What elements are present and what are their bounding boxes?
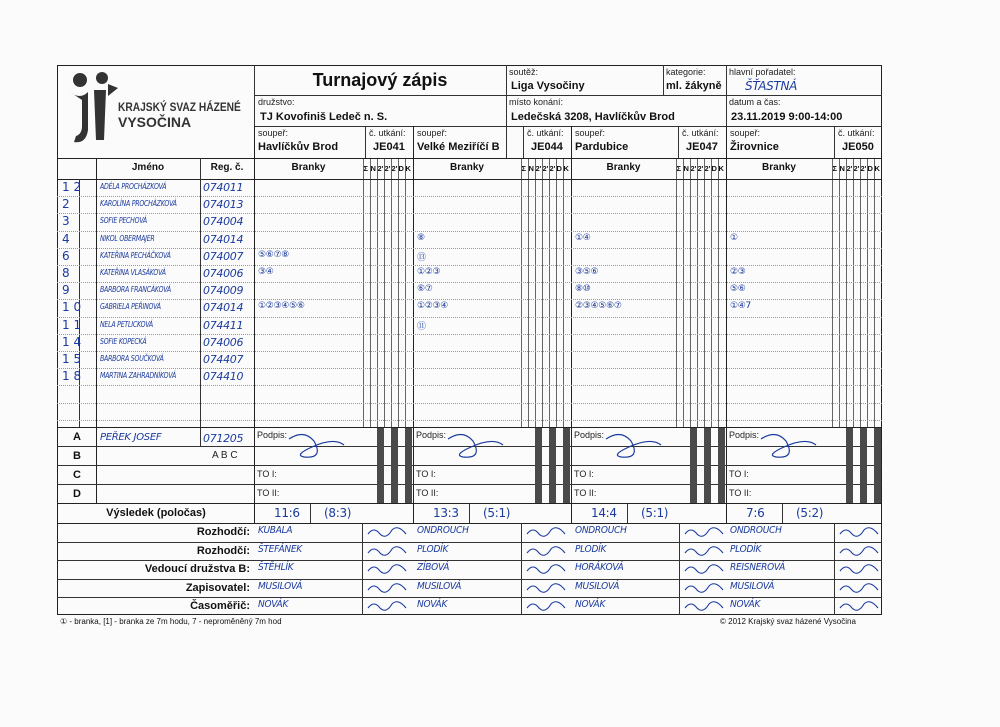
- result-score: 11:6: [274, 506, 300, 520]
- official-b-categories: A B C: [212, 450, 238, 461]
- player-name: KATEŘINA VLASÁKOVÁ: [100, 268, 166, 277]
- result-halftime: (8:3): [324, 506, 352, 520]
- col-stat: 2': [853, 164, 860, 173]
- player-name: BARBORA FRANCÁKOVÁ: [100, 285, 171, 295]
- player-reg: 074009: [203, 284, 244, 298]
- col-stat: 2': [549, 164, 556, 173]
- col-stat: N: [528, 164, 534, 173]
- player-number: 8: [62, 266, 70, 280]
- col-stat: K: [718, 164, 724, 173]
- to1-label: TO I:: [574, 469, 594, 479]
- col-reg: Reg. č.: [210, 162, 244, 173]
- to1-label: TO I:: [257, 469, 277, 479]
- player-name: SOFIE PECHOVÁ: [100, 216, 147, 226]
- referee-name: PLODÍK: [730, 543, 762, 555]
- signature-icon: [838, 598, 882, 614]
- player-reg: 074014: [203, 232, 244, 246]
- misto-label: místo konání:: [509, 97, 564, 107]
- signature-icon: [525, 561, 569, 577]
- referee-row-label: Časoměřič:: [190, 600, 250, 612]
- result-score: 13:3: [433, 506, 459, 520]
- col-branky: Branky: [606, 162, 641, 173]
- signature-icon: [525, 543, 569, 559]
- goal-marks: ①②③④: [417, 301, 449, 312]
- utkani-number: JE047: [686, 141, 718, 153]
- page-title: Turnajový zápis: [312, 70, 448, 90]
- datum-label: datum a čas:: [729, 97, 781, 107]
- player-reg: 074410: [203, 370, 244, 384]
- official-a-name: PEŘEK JOSEF: [100, 432, 162, 443]
- referee-name: ONDROUCH: [417, 525, 469, 536]
- utkani-number: JE050: [842, 141, 874, 153]
- podpis-label: Podpis:: [257, 430, 288, 440]
- player-name: NELA PETLICKOVÁ: [100, 319, 153, 329]
- col-stat: 2': [535, 164, 542, 173]
- player-number: 1 4: [62, 334, 82, 349]
- utkani-number: JE044: [531, 141, 563, 153]
- signature-icon: [366, 524, 410, 540]
- podpis-label: Podpis:: [574, 430, 605, 440]
- result-halftime: (5:2): [796, 506, 824, 520]
- druzstvo-label: družstvo:: [258, 97, 295, 107]
- kategorie-label: kategorie:: [666, 67, 706, 77]
- player-reg: 074011: [203, 181, 244, 194]
- col-stat: Σ: [521, 164, 527, 173]
- referee-name: MUSILOVÁ: [258, 580, 303, 592]
- goal-marks: ⑬: [417, 252, 426, 263]
- referee-row-label: Zapisovatel:: [185, 581, 250, 594]
- col-stat: 2': [860, 164, 867, 173]
- goal-marks: ⑤⑥⑦⑧: [258, 249, 290, 260]
- player-reg: 074007: [203, 249, 244, 263]
- signature-icon: [525, 580, 569, 596]
- utkani-label: č. utkání:: [838, 128, 875, 138]
- to1-label: TO I:: [729, 469, 749, 479]
- goal-marks: ①②③: [417, 267, 441, 277]
- souper-label: soupeř:: [575, 128, 606, 138]
- player-number: 1 0: [62, 300, 82, 315]
- referee-row-label: Rozhodčí:: [196, 526, 250, 538]
- goal-marks: ③④: [258, 267, 274, 277]
- signature-icon: [838, 580, 882, 596]
- souper-name: Havlíčkův Brod: [258, 141, 339, 153]
- col-stat: Σ: [363, 164, 369, 173]
- referee-name: NOVÁK: [258, 599, 289, 610]
- player-number: 4: [62, 231, 70, 246]
- player-number: 9: [62, 283, 70, 298]
- goal-marks: ⑧⑩: [575, 284, 591, 295]
- col-stat: K: [563, 164, 569, 173]
- col-stat: D: [398, 164, 404, 173]
- referee-row-label: Vedoucí družstva B:: [144, 563, 250, 575]
- soutez-label: soutěž:: [509, 67, 539, 77]
- signature-icon: [838, 561, 882, 577]
- signature-icon: [683, 524, 727, 540]
- player-reg: 074411: [203, 318, 244, 332]
- referee-row-label: Rozhodčí:: [196, 544, 250, 557]
- referee-name: KUBALA: [258, 525, 293, 536]
- player-name: KAROLÍNA PROCHÁZKOVÁ: [100, 199, 177, 209]
- utkani-label: č. utkání:: [527, 128, 564, 138]
- to2-label: TO II:: [416, 488, 439, 498]
- official-a-reg: 071205: [203, 432, 244, 445]
- col-stat: 2': [384, 164, 391, 173]
- col-stat: N: [370, 164, 376, 173]
- player-name: NIKOL OBERMAJER: [100, 233, 155, 243]
- souper-name: Velké Meziříčí B: [417, 141, 500, 153]
- soutez-value: Liga Vysočiny: [511, 80, 585, 92]
- goal-marks: ⑪: [417, 321, 426, 332]
- referee-name: NOVÁK: [730, 599, 761, 610]
- souper-label: soupeř:: [417, 128, 448, 138]
- footer-legend: ① - branka, [1] - branka ze 7m hodu, 7 - neproměněný 7m hod: [60, 617, 282, 626]
- signature-icon: [366, 561, 410, 577]
- datum-value: 23.11.2019 9:00-14:00: [731, 111, 843, 123]
- goal-marks: ⑤⑥: [730, 284, 746, 295]
- poradatel-value: ŠŤASTNÁ: [745, 79, 798, 93]
- player-reg: 074407: [203, 353, 244, 366]
- referee-name: ONDROUCH: [730, 525, 782, 536]
- podpis-label: Podpis:: [729, 430, 760, 440]
- signature-icon: [683, 543, 727, 559]
- player-number: 3: [62, 214, 70, 229]
- utkani-label: č. utkání:: [369, 128, 406, 138]
- misto-value: Ledečská 3208, Havlíčkův Brod: [511, 111, 675, 123]
- col-stat: K: [405, 164, 411, 173]
- player-name: ADÉLA PROCHÁZKOVÁ: [100, 182, 167, 191]
- referee-name: ŠTEFÁNEK: [258, 543, 302, 555]
- player-name: GABRIELA PEŘINOVÁ: [100, 302, 161, 312]
- referee-name: MUSILOVÁ: [417, 580, 462, 592]
- col-stat: N: [683, 164, 689, 173]
- col-stat: 2': [391, 164, 398, 173]
- col-stat: 2': [697, 164, 704, 173]
- official-row-letter: D: [73, 488, 81, 500]
- player-number: 1 8: [62, 369, 82, 384]
- result-halftime: (5:1): [483, 506, 511, 520]
- goal-marks: ⑧: [417, 232, 425, 243]
- col-stat: Σ: [676, 164, 682, 173]
- player-reg: 074006: [203, 267, 244, 280]
- utkani-label: č. utkání:: [682, 128, 719, 138]
- goal-marks: ①②③④⑤⑥: [258, 301, 305, 312]
- poradatel-label: hlavní pořadatel:: [729, 67, 796, 77]
- signature-icon: [525, 524, 569, 540]
- goal-marks: ⑥⑦: [417, 284, 433, 295]
- col-stat: 2': [542, 164, 549, 173]
- handball-logo-icon: [64, 70, 124, 150]
- souper-label: soupeř:: [730, 128, 761, 138]
- goal-marks: ①④: [575, 232, 591, 243]
- signature-icon: [683, 580, 727, 596]
- col-stat: 2': [377, 164, 384, 173]
- signature-icon: [525, 598, 569, 614]
- referee-name: ONDROUCH: [575, 525, 627, 536]
- player-number: 1 5: [62, 352, 82, 366]
- vysledek-label: Výsledek (poločas): [106, 507, 206, 519]
- col-branky: Branky: [762, 162, 796, 173]
- col-stat: 2': [846, 164, 853, 173]
- col-stat: 2': [704, 164, 711, 173]
- goal-marks: ②③: [730, 267, 746, 277]
- col-stat: 2': [690, 164, 697, 173]
- goal-marks: ③⑤⑥: [575, 267, 599, 277]
- signature-icon: [838, 543, 882, 559]
- player-name: KATEŘINA PECHÁČKOVÁ: [100, 250, 171, 260]
- referee-name: PLODÍK: [575, 543, 607, 555]
- official-row-letter: B: [73, 450, 81, 462]
- souper-name: Pardubice: [575, 141, 629, 153]
- official-row-letter: C: [73, 469, 81, 481]
- referee-name: ZÍBOVÁ: [417, 562, 450, 573]
- podpis-label: Podpis:: [416, 430, 447, 440]
- referee-name: MUSILOVÁ: [730, 580, 775, 592]
- goal-marks: ①: [730, 232, 738, 243]
- souper-label: soupeř:: [258, 128, 289, 138]
- goal-marks: ①④7: [730, 301, 751, 312]
- official-row-letter: A: [73, 431, 81, 443]
- kategorie-value: ml. žákyně: [666, 80, 722, 92]
- player-number: 1 1: [62, 317, 82, 332]
- col-branky: Branky: [450, 162, 484, 173]
- player-name: BARBORA SOUČKOVÁ: [100, 354, 164, 363]
- col-stat: D: [867, 164, 873, 173]
- player-number: 1 2: [62, 180, 82, 194]
- to2-label: TO II:: [574, 488, 597, 498]
- result-score: 14:4: [591, 506, 617, 520]
- referee-name: NOVÁK: [417, 599, 448, 610]
- referee-name: REISNEROVÁ: [730, 562, 786, 573]
- utkani-number: JE041: [373, 141, 405, 153]
- referee-name: HORÁKOVÁ: [575, 562, 624, 573]
- logo-text-2: VYSOČINA: [118, 114, 192, 130]
- player-reg: 074013: [203, 198, 244, 212]
- result-halftime: (5:1): [641, 506, 669, 520]
- player-name: SOFIE KOPECKÁ: [100, 336, 147, 346]
- player-number: 6: [62, 248, 70, 263]
- signature-icon: [683, 561, 727, 577]
- signature-icon: [683, 598, 727, 614]
- player-name: MARTINA ZAHRADNÍKOVÁ: [100, 371, 176, 381]
- signature-icon: [838, 524, 882, 540]
- referee-name: ŠTĚHLÍK: [258, 562, 294, 573]
- col-branky: Branky: [291, 162, 326, 173]
- player-reg: 074006: [203, 335, 244, 349]
- referee-name: PLODÍK: [417, 543, 449, 555]
- footer-copyright: © 2012 Krajský svaz házené Vysočina: [720, 617, 856, 626]
- col-stat: D: [711, 164, 717, 173]
- player-number: 2: [62, 197, 70, 212]
- col-stat: D: [556, 164, 562, 173]
- player-reg: 074014: [203, 301, 244, 315]
- souper-name: Žirovnice: [730, 141, 779, 153]
- col-jmeno: Jméno: [131, 162, 165, 173]
- player-reg: 074004: [203, 215, 244, 229]
- to2-label: TO II:: [257, 488, 280, 498]
- druzstvo-value: TJ Kovofiniš Ledeč n. S.: [260, 111, 388, 123]
- goal-marks: ②③④⑤⑥⑦: [575, 301, 622, 312]
- signature-icon: [366, 580, 410, 596]
- col-stat: N: [839, 164, 845, 173]
- logo: [62, 68, 252, 152]
- signature-icon: [366, 598, 410, 614]
- referee-name: NOVÁK: [575, 599, 606, 610]
- signature-icon: [601, 429, 671, 465]
- signature-icon: [366, 543, 410, 559]
- to1-label: TO I:: [416, 469, 436, 479]
- referee-name: MUSILOVÁ: [575, 580, 620, 592]
- signature-icon: [284, 429, 354, 465]
- signature-icon: [443, 429, 513, 465]
- result-score: 7:6: [746, 506, 765, 520]
- to2-label: TO II:: [729, 488, 752, 498]
- logo-text-1: KRAJSKÝ SVAZ HÁZENÉ: [118, 100, 241, 114]
- col-stat: Σ: [832, 164, 838, 173]
- signature-icon: [756, 429, 826, 465]
- col-stat: K: [874, 164, 880, 173]
